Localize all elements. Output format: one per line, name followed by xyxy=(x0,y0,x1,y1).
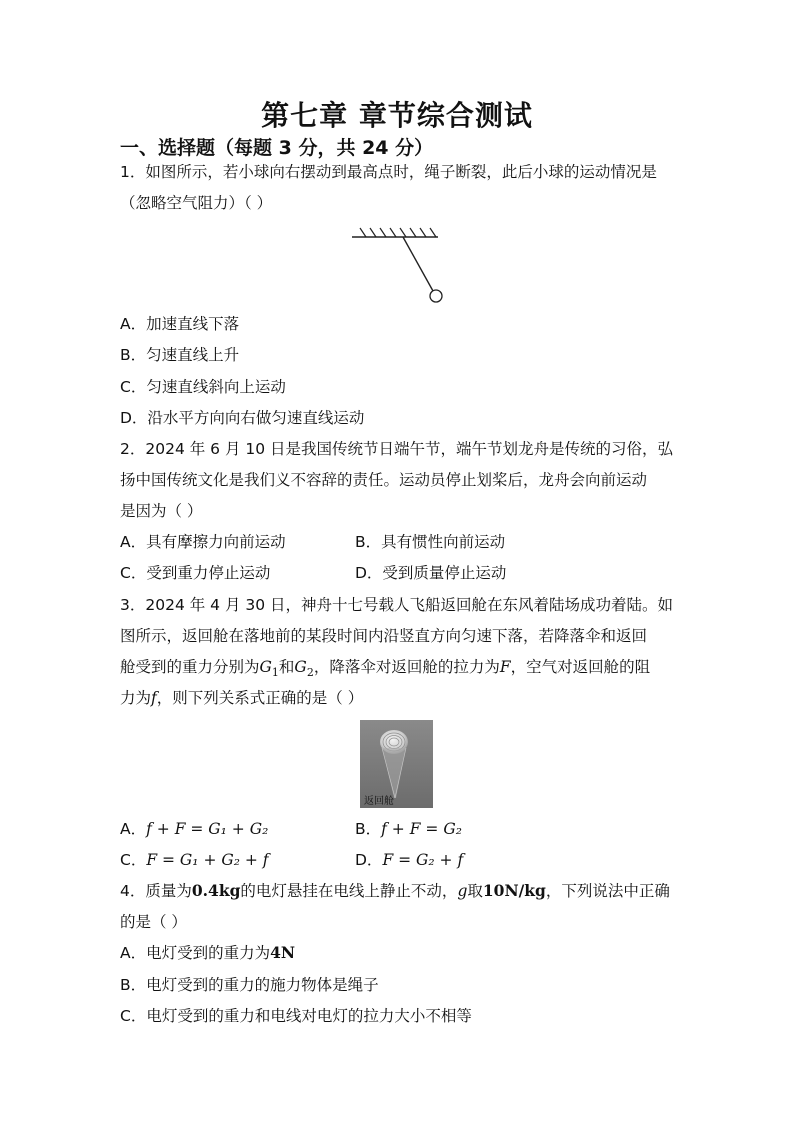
pendulum-figure xyxy=(340,222,450,307)
q3-option-d: D．F = G₂ + f xyxy=(355,851,464,869)
pendulum-ball xyxy=(430,290,442,302)
q4-stem-line2: 的是（ ） xyxy=(120,913,187,931)
q2-stem-line3: 是因为（ ） xyxy=(120,502,203,520)
return-capsule-image xyxy=(360,720,433,808)
page-title: 第七章 章节综合测试 xyxy=(261,99,533,132)
q3-text-post: ，空气对返回舱的阻 xyxy=(510,658,651,676)
q3-stem-line1: 3．2024 年 4 月 30 日，神舟十七号载人飞船返回舱在东风着陆场成功着陆。如 xyxy=(120,596,674,614)
q2-option-c: C．受到重力停止运动 xyxy=(120,564,271,582)
q3-option-b: B．f + F = G₂ xyxy=(355,820,462,838)
q2-stem-line2: 扬中国传统文化是我们义不容辞的责任。运动员停止划桨后，龙舟会向前运动 xyxy=(120,471,648,489)
q1-option-b: B．匀速直线上升 xyxy=(120,346,240,364)
q2-stem-line1: 2．2024 年 6 月 10 日是我国传统节日端午节，端午节划龙舟是传统的习俗，弘 xyxy=(120,440,674,458)
q3-text-post4: ，则下列关系式正确的是（ ） xyxy=(156,689,364,707)
q2-option-b: B．具有惯性向前运动 xyxy=(355,533,506,551)
q3-force-f: f xyxy=(151,689,157,707)
q2-option-a: A．具有摩擦力向前运动 xyxy=(120,533,286,551)
q4-option-b: B．电灯受到的重力的施力物体是绳子 xyxy=(120,976,379,994)
q3-text: 舱受到的重力分别为 xyxy=(120,658,260,676)
q4-mass: 0.4kg xyxy=(191,881,241,900)
q1-option-a: A．加速直线下落 xyxy=(120,315,240,333)
q4-g: g xyxy=(457,882,468,900)
q4-option-c: C．电灯受到的重力和电线对电灯的拉力大小不相等 xyxy=(120,1007,472,1025)
q3-force-F: F xyxy=(499,658,511,676)
q1-stem-line2: （忽略空气阻力）（ ） xyxy=(120,194,273,212)
q1-stem-line1: 1．如图所示，若小球向右摆动到最高点时，绳子断裂，此后小球的运动情况是 xyxy=(120,163,657,181)
q4-option-a: A．电灯受到的重力为4N xyxy=(120,943,296,962)
q3-option-c: C．F = G₁ + G₂ + f xyxy=(120,851,269,869)
q3-text-mid: ，降落伞对返回舱的拉力为 xyxy=(313,658,500,676)
q3-stem-line4 xyxy=(120,687,363,709)
q2-option-d: D．受到质量停止运动 xyxy=(355,564,507,582)
q3-text-pre4: 力为 xyxy=(120,689,152,707)
q1-option-c: C．匀速直线斜向上运动 xyxy=(120,378,286,396)
ceiling-hatch xyxy=(360,228,436,237)
q3-text-and: 和 xyxy=(278,658,295,676)
q4-g-value: 10N/kg xyxy=(482,881,546,900)
pendulum-string xyxy=(403,237,433,291)
q4-stem-line1: 4．质量为0.4kg的电灯悬挂在电线上静止不动，g取10N/kg，下列说法中正确 xyxy=(120,881,670,900)
q1-option-d: D．沿水平方向向右做匀速直线运动 xyxy=(120,409,365,427)
image-caption: 返回舱 xyxy=(364,796,394,807)
q3-g2: $G_2$ xyxy=(294,658,314,680)
q3-stem-line2: 图所示，返回舱在落地前的某段时间内沿竖直方向匀速下落，若降落伞和返回 xyxy=(120,627,648,645)
q3-stem-line3 xyxy=(120,656,650,684)
section-heading: 一、选择题（每题 3 分，共 24 分） xyxy=(120,137,434,159)
q3-option-a: A．f + F = G₁ + G₂ xyxy=(120,820,269,838)
q3-g1: $G_1$ xyxy=(259,658,279,680)
